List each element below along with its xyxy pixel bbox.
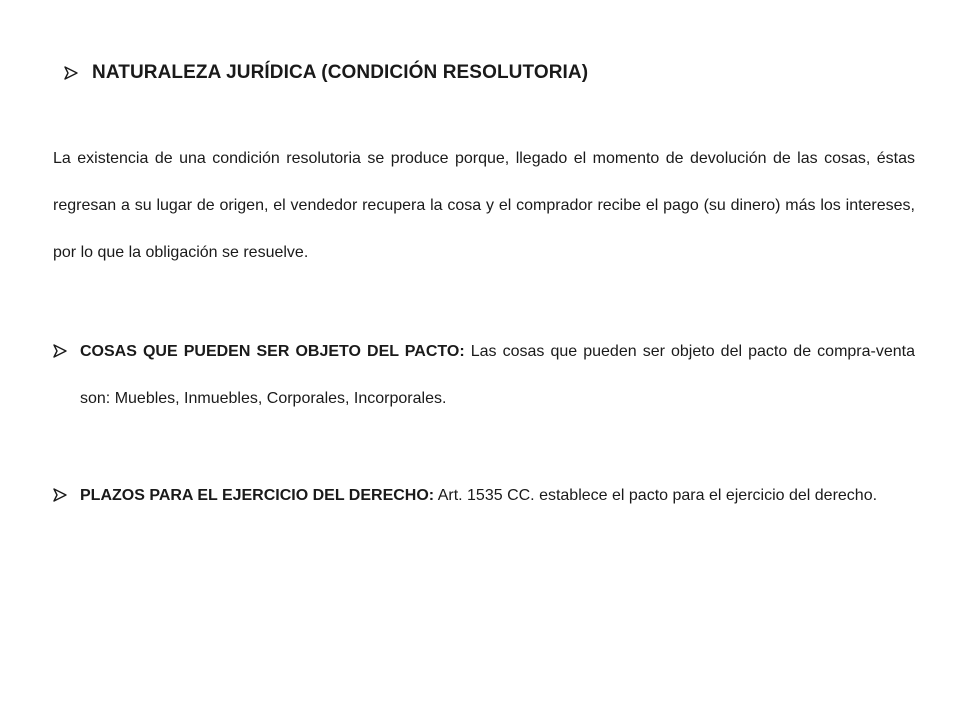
bullet-body: Art. 1535 CC. establece el pacto para el ejercicio del derecho.	[434, 487, 878, 504]
arrow-bullet-icon	[53, 344, 69, 360]
bullet-label: PLAZOS PARA EL EJERCICIO DEL DERECHO:	[80, 487, 435, 504]
bullet-body: Las cosas que pueden ser objeto del pacto de compra-venta son: Muebles, Inmuebles, Corporales, Incorporales.	[80, 343, 915, 407]
section-heading	[64, 62, 588, 84]
bullet-item-cosas	[53, 328, 915, 422]
intro-paragraph: La existencia de una condición resolutoria se produce porque, llegado el momento de devolución de las cosas, éstas regresan a su lugar de origen, el vendedor recupera la cosa y el comprador recibe el pago (su dinero) más los intereses, por lo que la obligación se resuelve.	[53, 150, 915, 261]
arrow-bullet-icon	[53, 488, 69, 504]
bullet-text	[80, 328, 915, 422]
bullet-item-plazos	[53, 472, 915, 519]
bullet-text	[80, 472, 915, 519]
arrow-bullet-icon	[64, 63, 84, 83]
section-heading-text: NATURALEZA JURÍDICA (CONDICIÓN RESOLUTORIA)	[92, 62, 589, 83]
bullet-label: COSAS QUE PUEDEN SER OBJETO DEL PACTO:	[80, 343, 465, 360]
